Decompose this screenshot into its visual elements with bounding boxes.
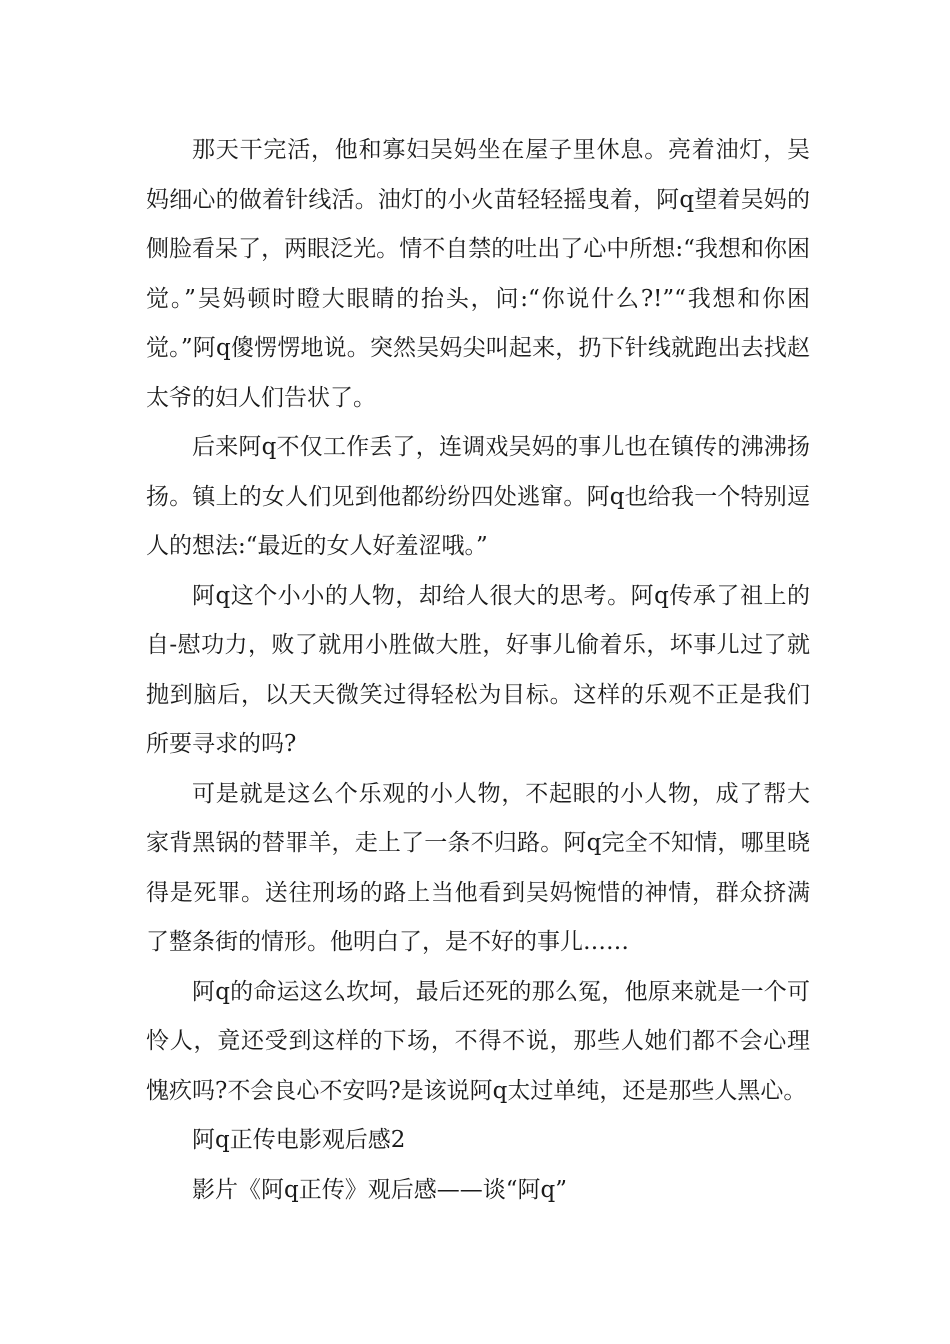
paragraph-reflection: 阿q这个小小的人物，却给人很大的思考。阿q传承了祖上的自-慰功力，败了就用小胜做大胜，好事儿偷着乐，坏事儿过了就抛到脑后，以天天微笑过得轻松为目标。这样的乐观不正是我们所要寻求的吗? [146,582,810,757]
paragraph-aftermath: 后来阿q不仅工作丢了，连调戏吴妈的事儿也在镇传的沸沸扬扬。镇上的女人们见到他都纷纷四处逃窜。阿q也给我一个特别逗人的想法:“最近的女人好羞涩哦。” [146,434,810,559]
document-body [146,126,810,1215]
paragraph-scapegoat: 可是就是这么个乐观的小人物，不起眼的小人物，成了帮大家背黑锅的替罪羊，走上了一条不归路。阿q完全不知情，哪里晓得是死罪。送往刑场的路上当他看到吴妈惋惜的神情，群众挤满了整条街的情形。他明白了，是不好的事儿…… [146,780,810,955]
section-heading: 阿q正传电影观后感2 [192,1127,406,1153]
paragraph-wu-ma-scene: 那天干完活，他和寡妇吴妈坐在屋子里休息。亮着油灯，吴妈细心的做着针线活。油灯的小火苗轻轻摇曳着，阿q望着吴妈的侧脸看呆了，两眼泛光。情不自禁的吐出了心中所想:“我想和你困觉。”吴妈顿时瞪大眼睛的抬头，问:“你说什么?!”“我想和你困觉。”阿q傻愣愣地说。突然吴妈尖叫起来，扔下针线就跑出去找赵太爷的妇人们告状了。 [146,137,810,411]
paragraph-fate: 阿q的命运这么坎坷，最后还死的那么冤，他原来就是一个可怜人，竟还受到这样的下场，不得不说，那些人她们都不会心理愧疚吗?不会良心不安吗?是该说阿q太过单纯，还是那些人黑心。 [146,978,810,1104]
section-subheading: 影片《阿q正传》观后感——谈“阿q” [192,1176,567,1203]
